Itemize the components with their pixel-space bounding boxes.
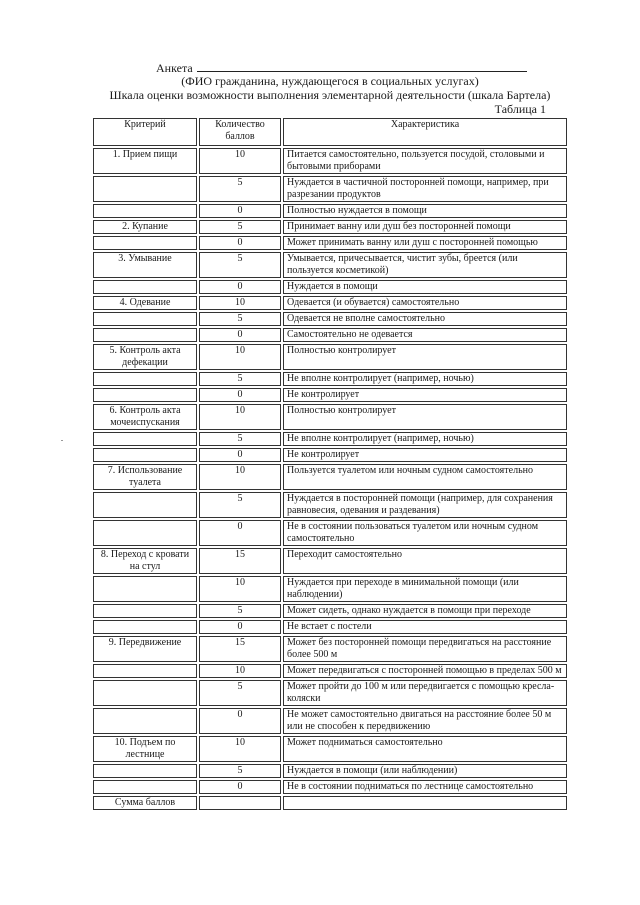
points-cell: 5 [199,252,281,278]
description-cell: Нуждается при переходе в минимальной помощи (или наблюдении) [283,576,567,602]
description-cell [283,796,567,810]
points-cell: 10 [199,148,281,174]
points-cell: 10 [199,736,281,762]
header-criterion: Критерий [93,118,197,146]
margin-mark [61,440,63,441]
criterion-cell [93,388,197,402]
points-cell: 10 [199,344,281,370]
points-cell: 5 [199,492,281,518]
table-row [93,432,567,446]
description-cell: Не вполне контролирует (например, ночью) [283,432,567,446]
table-row [93,796,567,810]
scale-title: Шкала оценки возможности выполнения элементарной деятельности (шкала Бартела) [109,88,551,102]
criterion-cell [93,708,197,734]
table-row [93,780,567,794]
table-row [93,312,567,326]
table-row [93,388,567,402]
criterion-cell [93,604,197,618]
points-cell: 5 [199,680,281,706]
table-row [93,708,567,734]
description-cell: Питается самостоятельно, пользуется посудой, столовыми и бытовыми приборами [283,148,567,174]
criterion-cell: 8. Переход с кровати на стул [93,548,197,574]
points-cell: 15 [199,548,281,574]
description-cell: Нуждается в посторонней помощи (например, для сохранения равновесия, одевания и раздевания) [283,492,567,518]
table-row [93,576,567,602]
description-cell: Не может самостоятельно двигаться на расстояние более 50 м или не способен к передвижению [283,708,567,734]
description-cell: Принимает ванну или душ без посторонней помощи [283,220,567,234]
description-cell: Не контролирует [283,388,567,402]
table-row [93,204,567,218]
table-row [93,736,567,762]
table-row [93,296,567,310]
criterion-cell: 10. Подъем по лестнице [93,736,197,762]
points-cell: 0 [199,448,281,462]
description-cell: Нуждается в частичной посторонней помощи, например, при разрезании продуктов [283,176,567,202]
criterion-cell [93,664,197,678]
criterion-cell: 4. Одевание [93,296,197,310]
criterion-cell [93,780,197,794]
criterion-cell: 1. Прием пищи [93,148,197,174]
criterion-cell: 3. Умывание [93,252,197,278]
criterion-cell [93,680,197,706]
description-cell: Не контролирует [283,448,567,462]
criterion-cell [93,492,197,518]
table-row [93,448,567,462]
description-cell: Нуждается в помощи (или наблюдении) [283,764,567,778]
anketa-label: Анкета [156,61,193,75]
criterion-cell [93,520,197,546]
table-row [93,548,567,574]
points-cell: 10 [199,296,281,310]
criterion-cell [93,764,197,778]
table-row [93,344,567,370]
points-cell: 5 [199,176,281,202]
criterion-cell [93,620,197,634]
description-cell: Не в состоянии пользоваться туалетом или ночным судном самостоятельно [283,520,567,546]
points-cell: 10 [199,404,281,430]
table-row [93,764,567,778]
header-points: Количество баллов [199,118,281,146]
points-cell: 0 [199,236,281,250]
table-row [93,220,567,234]
name-blank-line[interactable] [197,60,527,72]
description-cell: Может принимать ванну или душ с посторонней помощью [283,236,567,250]
criterion-cell [93,312,197,326]
table-row [93,680,567,706]
description-cell: Может без посторонней помощи передвигаться на расстояние более 500 м [283,636,567,662]
points-cell: 0 [199,780,281,794]
table-row [93,328,567,342]
description-cell: Одевается (и обувается) самостоятельно [283,296,567,310]
points-cell: 5 [199,764,281,778]
barthel-table [91,116,569,812]
header-description: Характеристика [283,118,567,146]
description-cell: Пользуется туалетом или ночным судном самостоятельно [283,464,567,490]
table-number: Таблица 1 [494,102,546,116]
points-cell: 10 [199,664,281,678]
description-cell: Может передвигаться с посторонней помощью в пределах 500 м [283,664,567,678]
table-row [93,664,567,678]
table-row [93,492,567,518]
description-cell: Одевается не вполне самостоятельно [283,312,567,326]
criterion-cell [93,280,197,294]
description-cell: Не встает с постели [283,620,567,634]
criterion-cell: 7. Использование туалета [93,464,197,490]
points-cell: 0 [199,520,281,546]
criterion-cell [93,328,197,342]
table-row [93,252,567,278]
table-row [93,148,567,174]
description-cell: Полностью контролирует [283,404,567,430]
table-header-row [93,118,567,146]
description-cell: Умывается, причесывается, чистит зубы, бреется (или пользуется косметикой) [283,252,567,278]
points-cell: 5 [199,312,281,326]
points-cell: 5 [199,604,281,618]
criterion-cell: 9. Передвижение [93,636,197,662]
criterion-cell: Сумма баллов [93,796,197,810]
description-cell: Самостоятельно не одевается [283,328,567,342]
description-cell: Может сидеть, однако нуждается в помощи при переходе [283,604,567,618]
criterion-cell [93,432,197,446]
table-row [93,464,567,490]
description-cell: Полностью нуждается в помощи [283,204,567,218]
table-row [93,236,567,250]
table-body [93,148,567,810]
table-row [93,604,567,618]
points-cell: 15 [199,636,281,662]
criterion-cell [93,236,197,250]
criterion-cell [93,448,197,462]
description-cell: Не вполне контролирует (например, ночью) [283,372,567,386]
points-cell [199,796,281,810]
description-cell: Переходит самостоятельно [283,548,567,574]
points-cell: 0 [199,204,281,218]
fio-caption: (ФИО гражданина, нуждающегося в социальных услугах) [181,74,479,88]
points-cell: 10 [199,464,281,490]
criterion-cell [93,176,197,202]
points-cell: 0 [199,280,281,294]
points-cell: 10 [199,576,281,602]
points-cell: 5 [199,220,281,234]
description-cell: Может пройти до 100 м или передвигается с помощью кресла-коляски [283,680,567,706]
table-row [93,176,567,202]
criterion-cell [93,204,197,218]
criterion-cell: 5. Контроль акта дефекации [93,344,197,370]
points-cell: 0 [199,388,281,402]
table-row [93,372,567,386]
points-cell: 5 [199,372,281,386]
table-row [93,636,567,662]
points-cell: 0 [199,708,281,734]
description-cell: Не в состоянии подниматься по лестнице самостоятельно [283,780,567,794]
table-row [93,404,567,430]
description-cell: Полностью контролирует [283,344,567,370]
table-row [93,280,567,294]
points-cell: 0 [199,328,281,342]
criterion-cell [93,372,197,386]
criterion-cell: 2. Купание [93,220,197,234]
table-row [93,620,567,634]
points-cell: 0 [199,620,281,634]
criterion-cell: 6. Контроль акта мочеиспускания [93,404,197,430]
description-cell: Может подниматься самостоятельно [283,736,567,762]
points-cell: 5 [199,432,281,446]
criterion-cell [93,576,197,602]
table-row [93,520,567,546]
description-cell: Нуждается в помощи [283,280,567,294]
